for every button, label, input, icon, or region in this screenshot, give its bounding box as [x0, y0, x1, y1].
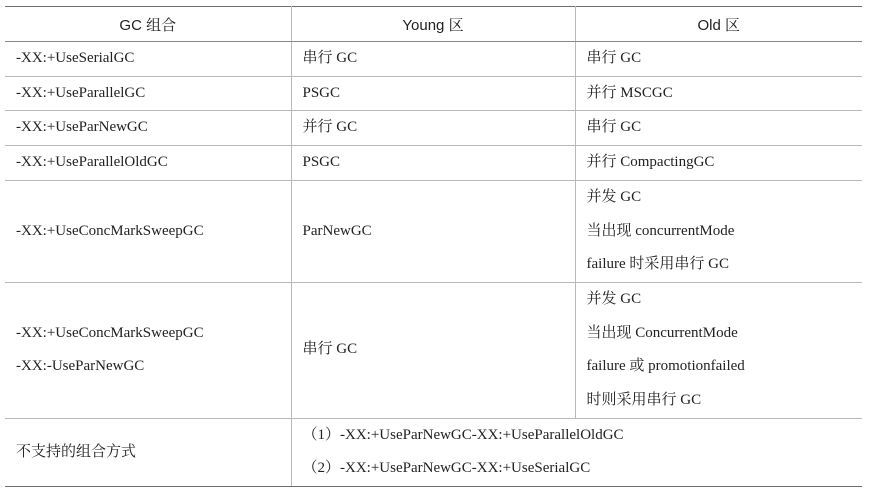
unsupported-item: （2）-XX:+UseParNewGC-XX:+UseSerialGC	[302, 460, 591, 477]
table-row	[5, 76, 862, 111]
old-gc-text: 时则采用串行 GC	[586, 392, 702, 409]
unsupported-label: 不支持的组合方式	[16, 443, 137, 460]
young-gc-cell	[291, 76, 575, 111]
old-gc-cell	[575, 42, 862, 77]
table-header	[5, 7, 862, 42]
young-gc-text: PSGC	[302, 154, 341, 171]
old-gc-cell	[575, 111, 862, 146]
young-gc-cell	[291, 146, 575, 181]
gc-flag-text: -XX:+UseParallelOldGC	[16, 154, 168, 171]
young-gc-cell	[291, 282, 575, 418]
gc-combination-cell	[5, 146, 291, 181]
gc-flag-text: -XX:+UseSerialGC	[16, 50, 135, 66]
header-old-generation: Old 区	[575, 7, 862, 42]
unsupported-row	[5, 418, 862, 486]
old-gc-text: 串行 GC	[586, 119, 642, 136]
old-gc-cell	[575, 76, 862, 111]
table-row	[5, 180, 862, 282]
table-row	[5, 282, 862, 418]
young-gc-cell	[291, 111, 575, 146]
gc-combination-cell	[5, 42, 291, 77]
young-gc-text: ParNewGC	[302, 222, 372, 239]
old-gc-text: 当出现 concurrentMode	[586, 222, 735, 239]
unsupported-items-cell	[291, 418, 862, 486]
table-row	[5, 111, 862, 146]
young-gc-text: 串行 GC	[302, 50, 358, 66]
gc-combination-cell	[5, 111, 291, 146]
young-gc-text: 并行 GC	[302, 119, 358, 136]
gc-combination-cell	[5, 180, 291, 282]
old-gc-text: 并发 GC	[586, 188, 642, 205]
unsupported-label-cell	[5, 418, 291, 486]
gc-flag-text: -XX:-UseParNewGC	[16, 358, 145, 375]
young-gc-text: 串行 GC	[302, 341, 358, 358]
table-row	[5, 42, 862, 77]
old-gc-cell	[575, 180, 862, 282]
old-gc-text: 并发 GC	[586, 290, 642, 307]
unsupported-item: （1）-XX:+UseParNewGC-XX:+UseParallelOldGC	[302, 426, 624, 443]
gc-combination-cell	[5, 282, 291, 418]
old-gc-cell	[575, 282, 862, 418]
table-row	[5, 146, 862, 181]
header-gc-combination: GC 组合	[5, 7, 291, 42]
gc-combination-cell	[5, 76, 291, 111]
header-row	[5, 7, 862, 42]
table-body	[5, 42, 862, 487]
young-gc-cell	[291, 42, 575, 77]
gc-flag-text: -XX:+UseParNewGC	[16, 119, 148, 136]
old-gc-text: failure 或 promotionfailed	[586, 358, 745, 375]
gc-flag-text: -XX:+UseConcMarkSweepGC	[16, 324, 204, 341]
old-gc-text: 串行 GC	[586, 50, 642, 66]
gc-flag-text: -XX:+UseConcMarkSweepGC	[16, 222, 204, 239]
old-gc-cell	[575, 146, 862, 181]
gc-combination-table	[5, 6, 862, 487]
young-gc-text: PSGC	[302, 84, 341, 101]
old-gc-text: failure 时采用串行 GC	[586, 256, 729, 273]
old-gc-text: 当出现 ConcurrentMode	[586, 324, 738, 341]
old-gc-text: 并行 MSCGC	[586, 84, 673, 101]
old-gc-text: 并行 CompactingGC	[586, 154, 715, 171]
young-gc-cell	[291, 180, 575, 282]
gc-flag-text: -XX:+UseParallelGC	[16, 84, 146, 101]
header-young-generation: Young 区	[291, 7, 575, 42]
